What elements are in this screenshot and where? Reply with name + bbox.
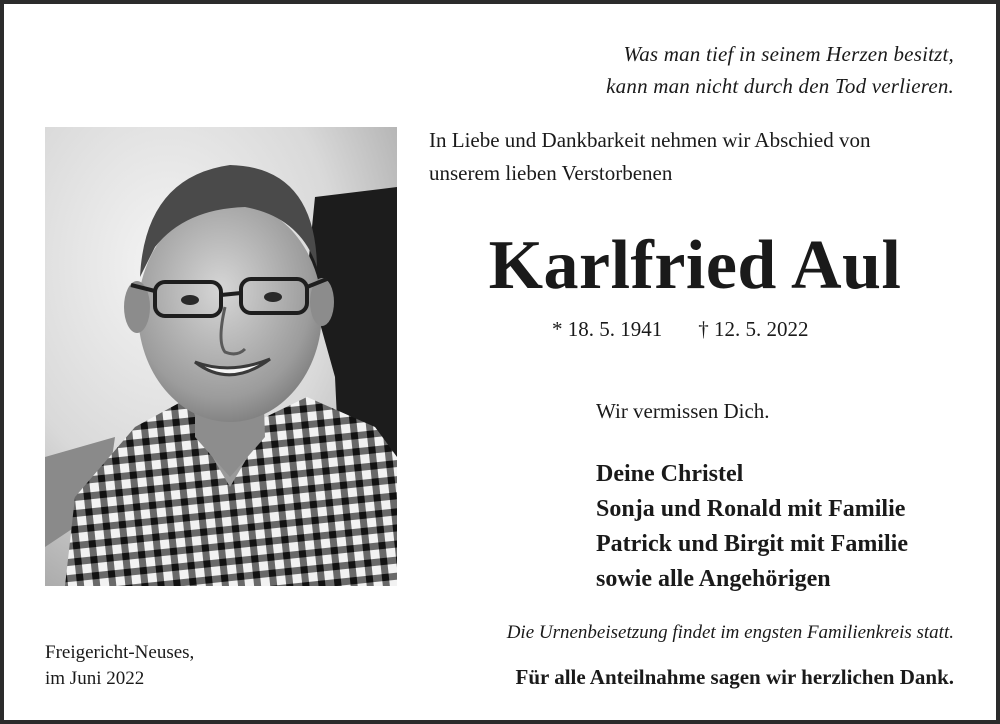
- place-line: Freigericht-Neuses,: [45, 642, 195, 663]
- intro-text: [429, 124, 870, 190]
- motto-line-2: kann man nicht durch den Tod verlieren.: [606, 74, 954, 98]
- mourner-item: Sonja und Ronald mit Familie: [596, 496, 906, 522]
- death-date: † 12. 5. 2022: [698, 317, 809, 341]
- motto-line-1: Was man tief in seinem Herzen besitzt,: [623, 42, 954, 66]
- mourner-item: Deine Christel: [596, 461, 744, 487]
- deceased-name: Karlfried Aul: [488, 227, 902, 304]
- intro-line-1: In Liebe und Dankbarkeit nehmen wir Abschied von: [429, 128, 871, 152]
- farewell-text: Wir vermissen Dich.: [596, 399, 770, 423]
- portrait-photo: [45, 127, 397, 586]
- mourners-list: [596, 457, 908, 597]
- place-and-date: [45, 640, 194, 692]
- life-dates: [552, 314, 809, 344]
- thanks-text: Für alle Anteilnahme sagen wir herzlichen Dank.: [515, 665, 954, 689]
- motto-quote: [606, 38, 954, 102]
- burial-note: Die Urnenbeisetzung findet im engsten Familienkreis statt.: [506, 622, 954, 643]
- birth-date: * 18. 5. 1941: [552, 317, 663, 341]
- mourner-item: Patrick und Birgit mit Familie: [596, 531, 908, 557]
- intro-line-2: unserem lieben Verstorbenen: [429, 161, 673, 185]
- mourner-item: sowie alle Angehörigen: [596, 566, 831, 592]
- date-line: im Juni 2022: [45, 668, 145, 689]
